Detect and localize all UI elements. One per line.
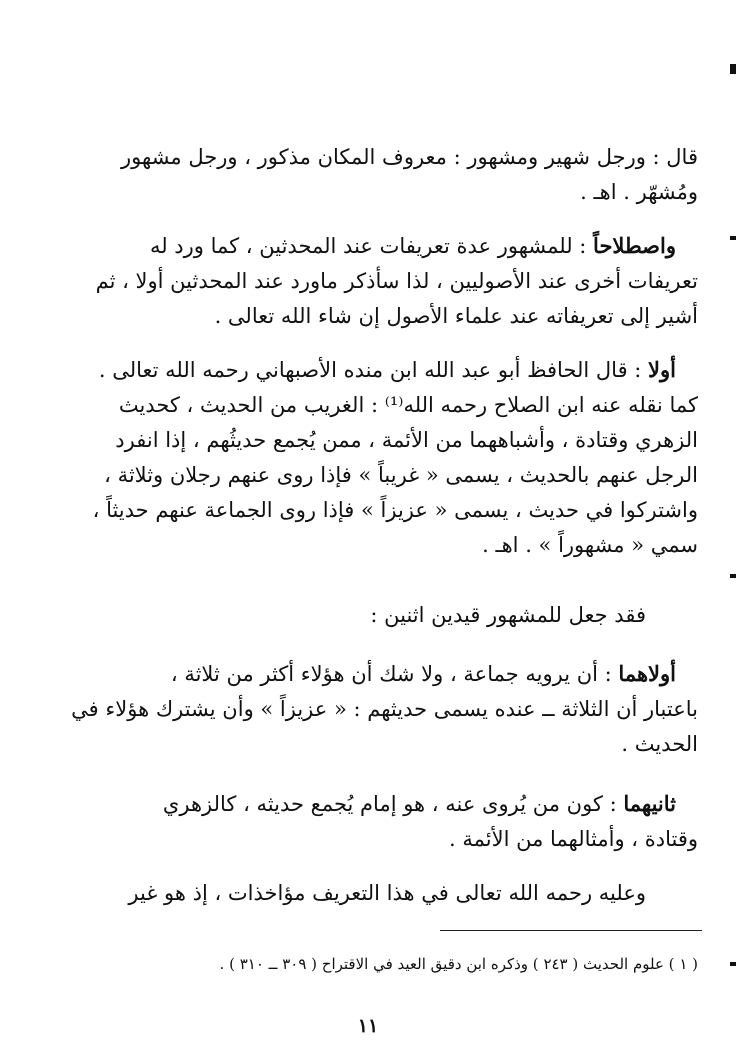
page-number: ١١ <box>357 1015 379 1037</box>
text-line: واصطلاحاً : للمشهور عدة تعريفات عند المحدثين ، كما ورد له <box>149 233 676 258</box>
text-line: فقد جعل للمشهور قيدين اثنين : <box>370 603 646 627</box>
scan-edge-mark <box>730 962 736 966</box>
text-line: تعريفات أخرى عند الأصوليين ، لذا سأذكر ماورد عند المحدثين أولا ، ثم <box>95 269 698 293</box>
text-line: كما نقله عنه ابن الصلاح رحمه الله⁽¹⁾ : الغريب من الحديث ، كحديث <box>118 393 698 417</box>
scan-edge-mark <box>730 574 736 578</box>
text-line: واشتركوا في حديث ، يسمى « عزيزاً » فإذا روى الجماعة عنهم حديثاً ، <box>92 498 698 522</box>
text-line: ومُشهّر . اهـ . <box>580 180 698 204</box>
paragraph-lead: أولا <box>648 357 676 382</box>
text-line: الرجل عنهم بالحديث ، يسمى « غريباً » فإذا روى عنهم رجلان وثلاثة ، <box>104 463 698 487</box>
text-line: وعليه رحمه الله تعالى في هذا التعريف مؤاخذات ، إذ هو غير <box>128 881 646 905</box>
paragraph-lead: واصطلاحاً <box>593 233 676 258</box>
text-line: أولاهما : أن يرويه جماعة ، ولا شك أن هؤلاء أكثر من ثلاثة ، <box>170 661 676 686</box>
text-line: قال : ورجل شهير ومشهور : معروف المكان مذكور ، ورجل مشهور <box>121 145 698 169</box>
text-line: باعتبار أن الثلاثة ــ عنده يسمى حديثهم : « عزيزاً » وأن يشترك هؤلاء في <box>71 697 698 721</box>
paragraph-second-condition <box>78 786 698 857</box>
paragraph-definition-quote <box>78 140 698 210</box>
footnote: ( ١ ) علوم الحديث ( ٢٤٣ ) وذكره ابن دقيق العيد في الاقتراح ( ٣٠٩ ــ ٣١٠ ) . <box>219 955 698 973</box>
paragraph-first-condition <box>71 656 698 762</box>
paragraph-first-definition <box>78 352 698 563</box>
text-line: الزهري وقتادة ، وأشباههما من الأئمة ، ممن يُجمع حديثُهم ، إذا انفرد <box>115 428 698 452</box>
scan-edge-mark <box>730 64 736 74</box>
paragraph-terminology <box>78 228 698 334</box>
paragraph-lead: ثانيهما <box>623 791 676 816</box>
scan-edge-mark <box>730 236 736 240</box>
text-line: ثانيهما : كون من يُروى عنه ، هو إمام يُجمع حديثه ، كالزهري <box>162 791 676 816</box>
text-line: الحديث . <box>621 732 698 756</box>
footnote-divider <box>440 930 702 931</box>
text-line: أولا : قال الحافظ أبو عبد الله ابن منده الأصبهاني رحمه الله تعالى . <box>98 357 676 382</box>
paragraph-objections <box>78 876 698 911</box>
text-line: سمي « مشهوراً » . اهـ . <box>482 533 698 557</box>
paragraph-lead: أولاهما <box>618 661 676 686</box>
text-line: وقتادة ، وأمثالهما من الأئمة . <box>449 827 698 851</box>
paragraph-two-conditions <box>78 598 698 633</box>
text-line: أشير إلى تعريفاته عند علماء الأصول إن شاء الله تعالى . <box>214 304 698 328</box>
